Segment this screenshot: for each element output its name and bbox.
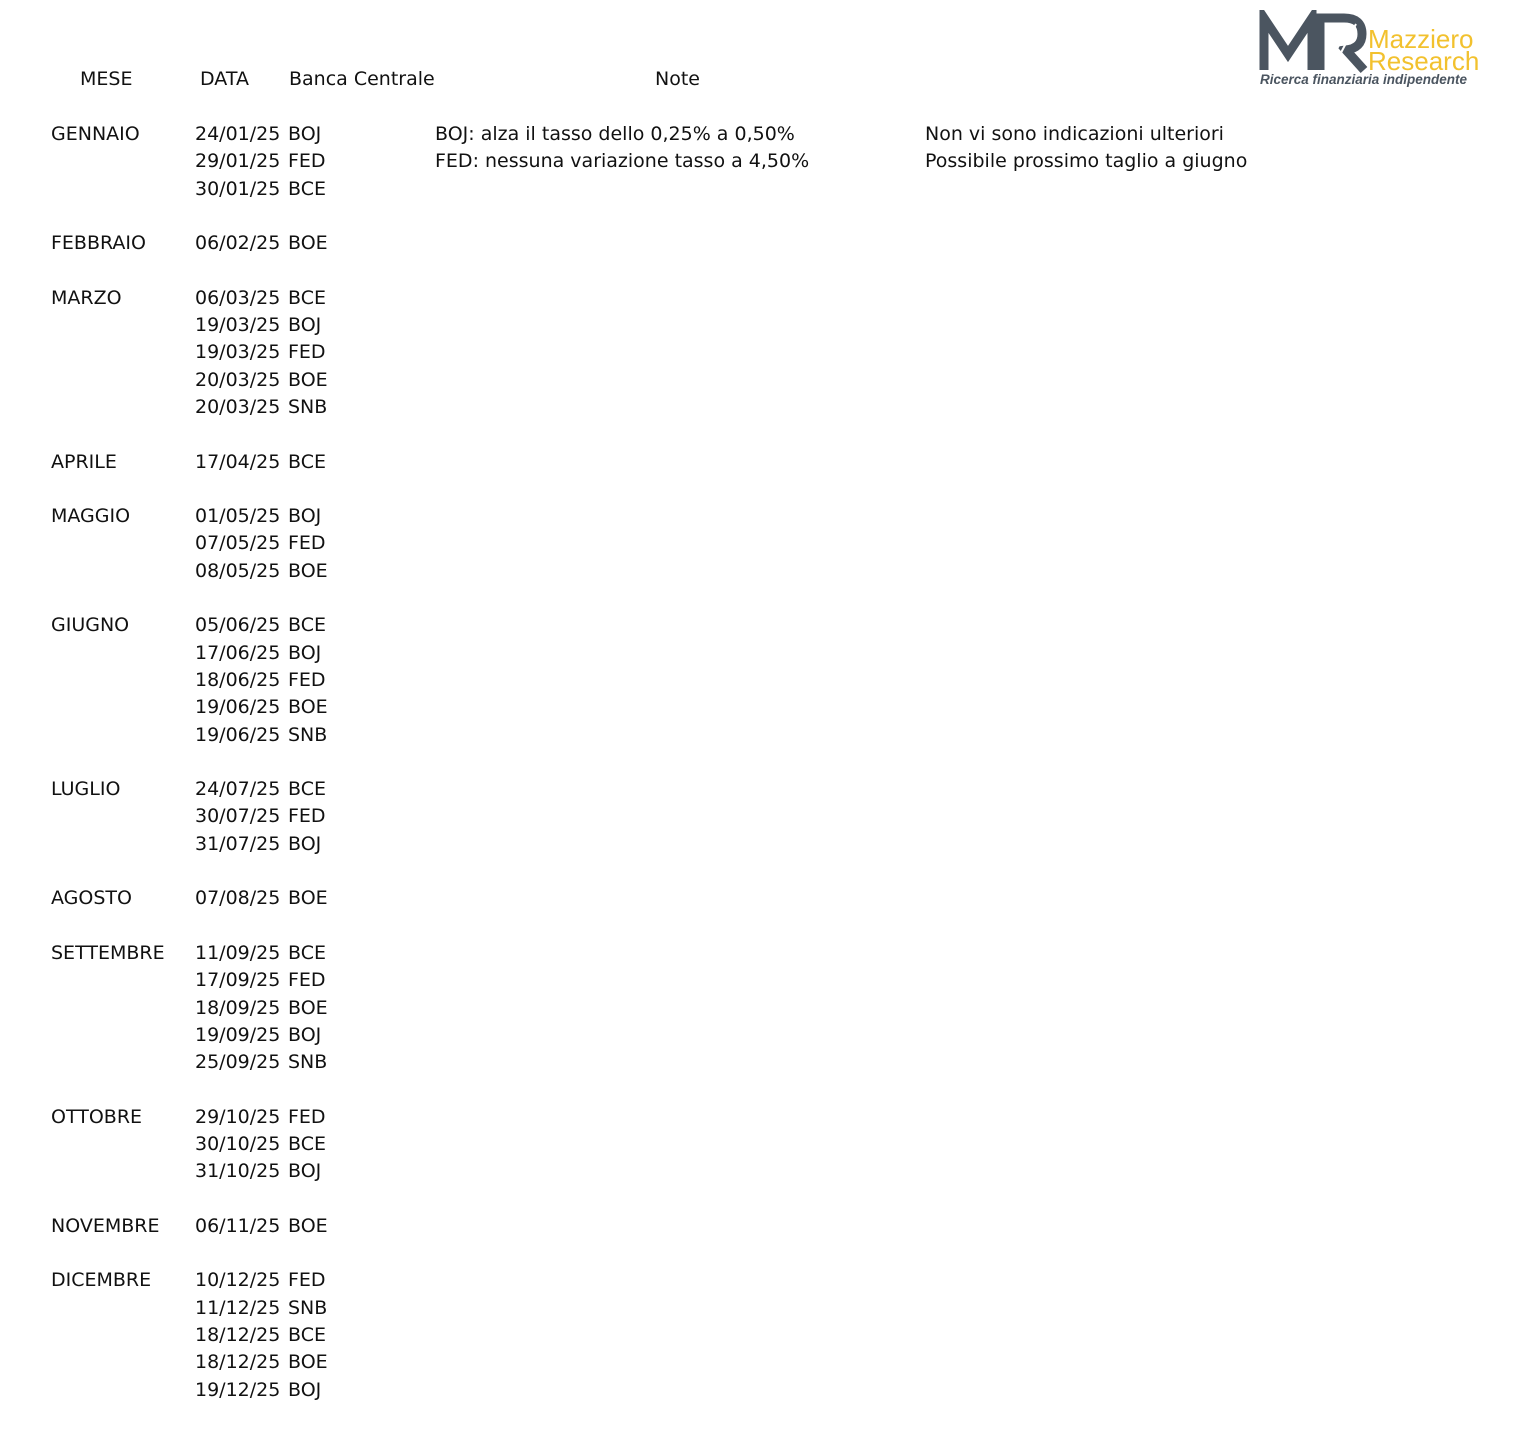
logo-name-line1: Mazziero <box>1368 24 1474 54</box>
note-cell: BOJ: alza il tasso dello 0,25% a 0,50% <box>435 123 795 145</box>
date-cell: 29/01/25 <box>195 150 281 173</box>
date-cell: 06/03/25 <box>195 286 281 309</box>
date-cell: 06/02/25 <box>195 232 281 255</box>
bank-cell: FED <box>288 969 326 992</box>
table-row <box>0 667 1514 694</box>
month-gap <box>0 203 1514 230</box>
month-gap <box>0 749 1514 776</box>
bank-cell: SNB <box>288 1051 328 1074</box>
table-row <box>0 1322 1514 1349</box>
table-row <box>0 1158 1514 1185</box>
month-gap <box>0 257 1514 284</box>
date-cell: 18/06/25 <box>195 668 281 691</box>
bank-cell: FED <box>288 1269 326 1292</box>
bank-cell: BCE <box>288 177 326 200</box>
date-cell: 20/03/25 <box>195 368 281 391</box>
month-gap <box>0 585 1514 612</box>
bank-cell: BOE <box>288 1214 328 1237</box>
date-cell: 31/07/25 <box>195 832 281 855</box>
bank-cell: BCE <box>288 778 326 801</box>
date-cell: 20/03/25 <box>195 395 281 418</box>
table-header <box>0 68 1514 92</box>
table-row <box>0 312 1514 339</box>
month-label: MARZO <box>51 286 122 309</box>
table-row <box>0 612 1514 639</box>
bank-cell: FED <box>288 668 326 691</box>
bank-cell: BOJ <box>288 1023 322 1046</box>
table-row <box>0 148 1514 175</box>
table-row <box>0 394 1514 421</box>
month-label: AGOSTO <box>51 887 132 910</box>
month-gap <box>0 476 1514 503</box>
logo-mark <box>1264 18 1364 70</box>
date-cell: 11/09/25 <box>195 941 281 964</box>
bank-cell: BOE <box>288 996 328 1019</box>
table-row <box>0 558 1514 585</box>
bank-cell: BOE <box>288 887 328 910</box>
table-row <box>0 367 1514 394</box>
month-label: MAGGIO <box>51 505 131 528</box>
date-cell: 17/04/25 <box>195 450 281 473</box>
bank-cell: BOJ <box>288 314 322 337</box>
header-banca-centrale: Banca Centrale <box>289 68 435 90</box>
table-row <box>0 1049 1514 1076</box>
table-row <box>0 776 1514 803</box>
date-cell: 07/05/25 <box>195 532 281 555</box>
table-row <box>0 1295 1514 1322</box>
date-cell: 07/08/25 <box>195 887 281 910</box>
date-cell: 06/11/25 <box>195 1214 281 1237</box>
date-cell: 19/12/25 <box>195 1378 281 1401</box>
table-row <box>0 803 1514 830</box>
bank-cell: BCE <box>288 1324 326 1347</box>
date-cell: 31/10/25 <box>195 1160 281 1183</box>
date-cell: 19/03/25 <box>195 314 281 337</box>
table-row <box>0 1022 1514 1049</box>
table-row <box>0 503 1514 530</box>
table-row <box>0 967 1514 994</box>
table-row <box>0 449 1514 476</box>
date-cell: 30/01/25 <box>195 177 281 200</box>
month-label: OTTOBRE <box>51 1105 143 1128</box>
bank-cell: BCE <box>288 286 326 309</box>
table-row <box>0 230 1514 257</box>
month-label: LUGLIO <box>51 778 121 801</box>
bank-cell: SNB <box>288 723 328 746</box>
table-row <box>0 339 1514 366</box>
bank-cell: BOJ <box>288 641 322 664</box>
month-label: NOVEMBRE <box>51 1214 160 1237</box>
month-label: GENNAIO <box>51 123 140 145</box>
table-row <box>0 1104 1514 1131</box>
date-cell: 25/09/25 <box>195 1051 281 1074</box>
bank-cell: BOJ <box>288 832 322 855</box>
date-cell: 08/05/25 <box>195 559 281 582</box>
date-cell: 19/09/25 <box>195 1023 281 1046</box>
table-row <box>0 176 1514 203</box>
bank-cell: BOE <box>288 559 328 582</box>
bank-cell: BCE <box>288 941 326 964</box>
bank-cell: BOJ <box>288 123 322 145</box>
bank-cell: BCE <box>288 1132 326 1155</box>
date-cell: 01/05/25 <box>195 505 281 528</box>
bank-cell: BOE <box>288 696 328 719</box>
bank-cell: BOE <box>288 1351 328 1374</box>
bank-cell: BOJ <box>288 1378 322 1401</box>
month-gap <box>0 421 1514 448</box>
month-label: FEBBRAIO <box>51 232 146 255</box>
table-row <box>0 285 1514 312</box>
table-row <box>0 995 1514 1022</box>
central-bank-calendar <box>0 121 1514 1404</box>
month-gap <box>0 1076 1514 1103</box>
logo-name-line2: Research <box>1368 46 1480 76</box>
note-cell: FED: nessuna variazione tasso a 4,50% <box>435 150 810 173</box>
bank-cell: BCE <box>288 450 326 473</box>
date-cell: 10/12/25 <box>195 1269 281 1292</box>
table-row <box>0 885 1514 912</box>
bank-cell: BOJ <box>288 1160 322 1183</box>
bank-cell: SNB <box>288 395 328 418</box>
table-row <box>0 1377 1514 1404</box>
date-cell: 18/12/25 <box>195 1324 281 1347</box>
date-cell: 24/07/25 <box>195 778 281 801</box>
table-row <box>0 1131 1514 1158</box>
bank-cell: BOJ <box>288 505 322 528</box>
month-gap <box>0 1186 1514 1213</box>
table-row <box>0 121 1514 148</box>
date-cell: 17/09/25 <box>195 969 281 992</box>
bank-cell: FED <box>288 341 326 364</box>
table-row <box>0 694 1514 721</box>
month-label: DICEMBRE <box>51 1269 152 1292</box>
table-row <box>0 1267 1514 1294</box>
date-cell: 19/03/25 <box>195 341 281 364</box>
bank-cell: FED <box>288 150 326 173</box>
bank-cell: FED <box>288 532 326 555</box>
date-cell: 18/09/25 <box>195 996 281 1019</box>
date-cell: 11/12/25 <box>195 1296 281 1319</box>
table-row <box>0 640 1514 667</box>
date-cell: 29/10/25 <box>195 1105 281 1128</box>
month-label: APRILE <box>51 450 117 473</box>
table-row <box>0 831 1514 858</box>
table-row <box>0 722 1514 749</box>
month-gap <box>0 1240 1514 1267</box>
month-label: GIUGNO <box>51 614 130 637</box>
month-label: SETTEMBRE <box>51 941 165 964</box>
header-note: Note <box>655 68 700 90</box>
bank-cell: BCE <box>288 614 326 637</box>
extra-note-cell: Possibile prossimo taglio a giugno <box>925 150 1248 173</box>
table-row <box>0 940 1514 967</box>
month-gap <box>0 858 1514 885</box>
header-data: DATA <box>200 68 249 90</box>
date-cell: 05/06/25 <box>195 614 281 637</box>
date-cell: 18/12/25 <box>195 1351 281 1374</box>
date-cell: 19/06/25 <box>195 696 281 719</box>
bank-cell: FED <box>288 1105 326 1128</box>
month-gap <box>0 913 1514 940</box>
date-cell: 19/06/25 <box>195 723 281 746</box>
bank-cell: BOE <box>288 368 328 391</box>
bank-cell: SNB <box>288 1296 328 1319</box>
logo-tagline: Ricerca finanziaria indipendente <box>1260 72 1468 87</box>
date-cell: 30/10/25 <box>195 1132 281 1155</box>
date-cell: 17/06/25 <box>195 641 281 664</box>
date-cell: 30/07/25 <box>195 805 281 828</box>
bank-cell: BOE <box>288 232 328 255</box>
table-row <box>0 1213 1514 1240</box>
table-row <box>0 530 1514 557</box>
extra-note-cell: Non vi sono indicazioni ulteriori <box>925 123 1224 145</box>
table-row <box>0 1349 1514 1376</box>
bank-cell: FED <box>288 805 326 828</box>
date-cell: 24/01/25 <box>195 123 281 145</box>
header-mese: MESE <box>80 68 133 90</box>
